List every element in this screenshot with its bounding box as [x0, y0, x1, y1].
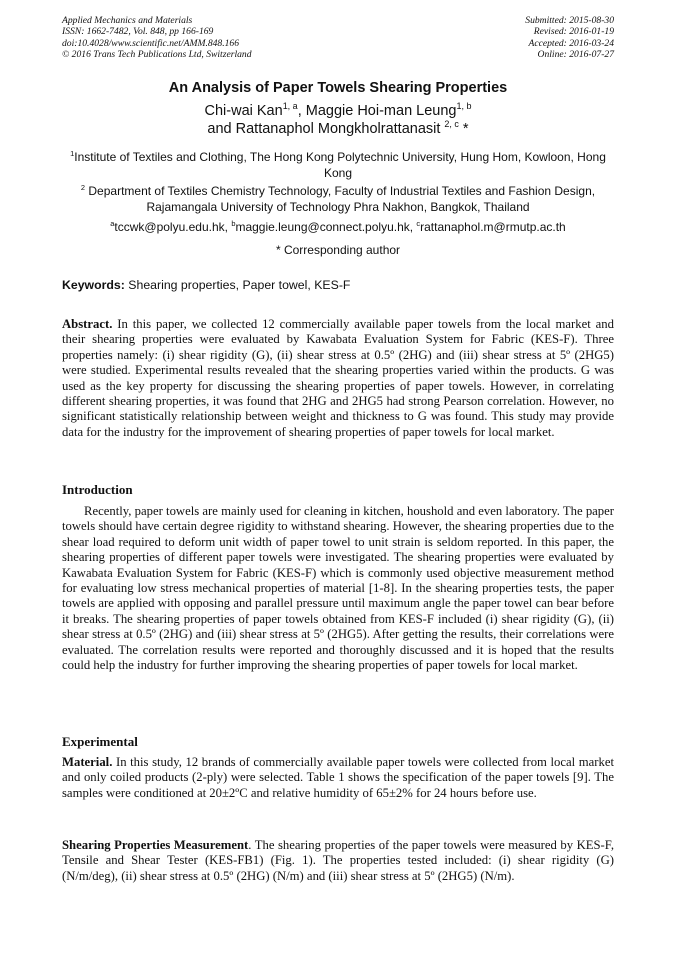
author-name: Rattanaphol Mongkholrattanasit: [235, 121, 441, 137]
keywords: [62, 278, 614, 292]
section-heading-introduction: Introduction: [62, 482, 133, 497]
author-name: Maggie Hoi-man Leung: [305, 103, 457, 119]
affiliation-1: $^1$Institute of Textiles and Clothing, The Hong Kong Polytechnic University, Hung Hom, Kowloon, Hong Kong: [70, 149, 606, 180]
date-online: Online: 2016-07-27: [537, 48, 614, 60]
author-sup: 2, c: [444, 119, 459, 130]
publication-dates: [525, 15, 614, 60]
material-paragraph: Material. In this study, 12 brands of commercially available paper towels were collected from local market and only coiled products (2-ply) were selected. Table 1 shows the specification of the paper towels [9]. The samples were conditioned at 20±2ºC and relative humidity of 65±2% for 24 hours before use.: [62, 755, 614, 800]
section-heading-experimental: Experimental: [62, 734, 138, 749]
journal-issn: ISSN: 1662-7482, Vol. 848, pp 166-169: [62, 26, 214, 38]
abstract-label: Abstract.: [62, 317, 113, 331]
paper-title: An Analysis of Paper Towels Shearing Properties: [168, 80, 508, 96]
corresponding-author-note: * Corresponding author: [275, 243, 401, 257]
date-submitted: Submitted: 2015-08-30: [525, 15, 614, 26]
introduction-paragraph: Recently, paper towels are mainly used for cleaning in kitchen, houshold and even laboratory. The paper towels should have certain degree rigidity to withstand shearing. However, the shearing properties due to the shear load required to deform unit width of paper towel to unit strain is seldom reported. In this paper, the shearing properties of different paper towels were investigated. The shearing properties were evaluated by Kawabata Evaluation System for Fabric (KES-F) which is commonly used objective measurement method for evaluating low stress mechanical properties of material [1-8]. In the shearing properties tests, the paper towels are applied with opposing and parallel pressure until maximum angle the paper towel can bear before it breaks. The shearing properties of paper towels obtained from KES-F included (i) shear rigidity (G), (ii) shear stress at 0.5º (2HG) and (iii) shear stress at 5º (2HG5). After getting the results, their correlations were evaluated. The correlation results were reported and thoroughly discussed and it is hoped that the results could help the industry for further improving the shearing properties of paper towels for local market.: [62, 504, 614, 673]
email-link[interactable]: maggie.leung@connect.polyu.hk,: [235, 220, 417, 234]
date-revised: Revised: 2016-01-19: [533, 26, 614, 38]
journal-doi: doi:10.4028/www.scientific.net/AMM.848.166: [62, 37, 240, 49]
author-emails: $^a$tccwk@polyu.edu.hk, $^b$maggie.leung@connect.polyu.hk, $^c$rattanaphol.m@rmutp.ac.th: [110, 219, 566, 234]
abstract: [62, 317, 614, 440]
abstract-text: In this paper, we collected 12 commercially available paper towels from the local market and their shearing properties were evaluated by Kawabata Evaluation System for Fabric (KES-F). Three properties namely: (i) shear rigidity (G), (ii) shear stress at 0.5º (2HG) and (iii) shear stress at 5º (2HG5) were studied. Experimental results revealed that the shearing properties varied within the products. G was used as the key property for discussing the shearing properties of paper towels. However, in correlating different shearing properties, it was found that 2HG and 2HG5 had strong Pearson correlation. However, no significant statistically relationship between weight and thickness to G was found. This study may provide data for the industry for the improvement of shearing properties of paper towels for local market.: [62, 317, 614, 439]
affiliation-2: $^2$ Department of Textiles Chemistry Technology, Faculty of Industrial Textiles and Fashion Design, Rajamangala University of Technology Phra Nakhon, Bangkok, Thailand: [80, 183, 596, 214]
journal-info: [62, 15, 252, 60]
author-sup: 1, a: [282, 101, 298, 112]
journal-name: Applied Mechanics and Materials: [62, 15, 193, 26]
shearing-label: Shearing Properties Measurement: [62, 838, 249, 852]
email-link[interactable]: rattanaphol.m@rmutp.ac.th: [420, 220, 566, 234]
corresponding-star: *: [458, 121, 469, 137]
date-accepted: Accepted: 2016-03-24: [528, 37, 614, 49]
shearing-measurement-paragraph: Shearing Properties Measurement. The shearing properties of the paper towels were measured by KES-F, Tensile and Shear Tester (KES-FB1) (Fig. 1). The properties tested included: (i) shear rigidity (G) (N/m/deg), (ii) shear stress at 0.5º (2HG) (N/m) and (iii) shear stress at 5º (2HG5) (N/m).: [62, 838, 614, 883]
email-link[interactable]: tccwk@polyu.edu.hk,: [114, 220, 232, 234]
material-label: Material.: [62, 755, 113, 769]
keywords-text: Shearing properties, Paper towel, KES-F: [124, 278, 351, 292]
author-list: Chi-wai Kan$^{1, a}$, Maggie Hoi-man Leung$^{1, b}$ and Rattanaphol Mongkholrattanasit $^{2, c}$ *: [204, 101, 472, 137]
author-name: Chi-wai Kan: [204, 103, 283, 119]
author-sup: 1, b: [456, 101, 472, 112]
keywords-label: Keywords:: [62, 278, 125, 292]
journal-copyright: © 2016 Trans Tech Publications Ltd, Switzerland: [62, 48, 252, 60]
